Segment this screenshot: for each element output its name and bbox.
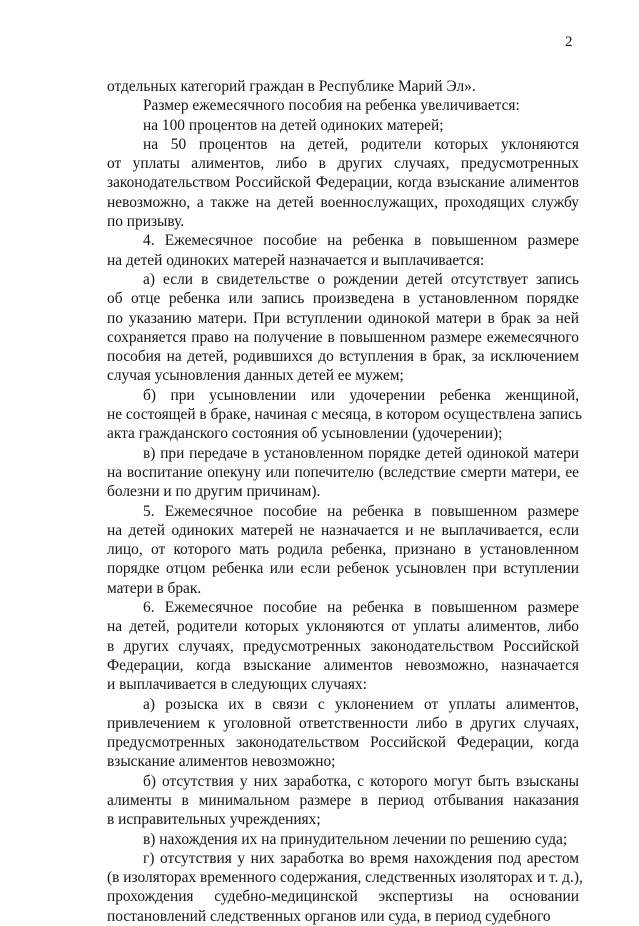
paragraph <box>107 77 579 96</box>
text-line: (в изоляторах временного содержания, следственных изоляторах и т. д.), <box>107 869 583 887</box>
paragraph <box>107 270 579 386</box>
text-line: по указанию матери. При вступлении одинокой матери в брак за ней <box>107 309 579 327</box>
text-line: по призыву. <box>107 213 185 231</box>
text-line: на детей одиноких матерей не назначается и не выплачивается, если <box>107 521 579 539</box>
paragraph <box>107 695 579 772</box>
text-line: лицо, от которого мать родила ребенка, признано в установленном <box>107 541 579 559</box>
text-line: болезни и по другим причинам). <box>107 483 321 501</box>
text-line: на детей одиноких матерей назначается и выплачивается: <box>107 251 485 269</box>
paragraph <box>107 231 579 270</box>
paragraph <box>107 830 579 849</box>
text-line: об отце ребенка или запись произведена в установленном порядке <box>107 290 579 308</box>
text-line: в) нахождения их на принудительном лечении по решению суда; <box>143 830 568 848</box>
text-line: б) при усыновлении или удочерении ребенка женщиной, <box>143 386 579 404</box>
text-line: законодательством Российской Федерации, когда взыскание алиментов <box>107 174 579 192</box>
text-line: и выплачивается в следующих случаях: <box>107 676 367 694</box>
text-line: пособия на детей, родившихся до вступления в брак, за исключением <box>107 348 579 366</box>
text-line: привлечением к уголовной ответственности либо в других случаях, <box>107 714 579 732</box>
paragraph <box>107 598 579 694</box>
text-line: г) отсутствия у них заработка во время нахождения под арестом <box>143 849 579 867</box>
text-line: в исправительных учреждениях; <box>107 811 321 829</box>
document-body <box>107 77 583 926</box>
text-line: Федерации, когда взыскание алиментов невозможно, назначается <box>107 656 579 674</box>
text-line: а) если в свидетельстве о рождении детей отсутствует запись <box>143 270 579 288</box>
text-line: невозможно, а также на детей военнослужащих, проходящих службу <box>107 193 579 211</box>
text-line: предусмотренных законодательством Российской Федерации, когда <box>107 734 579 752</box>
text-line: не состоящей в браке, начиная с месяца, в котором осуществлена запись <box>107 406 582 424</box>
text-line: а) розыска их в связи с уклонением от уплаты алиментов, <box>143 695 579 713</box>
text-line: случая усыновления данных детей ее мужем; <box>107 367 404 385</box>
text-line: взыскание алиментов невозможно; <box>107 753 336 771</box>
text-line: 4. Ежемесячное пособие на ребенка в повышенном размере <box>143 232 579 250</box>
text-line: матери в брак. <box>107 579 202 597</box>
text-line: 5. Ежемесячное пособие на ребенка в повышенном размере <box>143 502 579 520</box>
text-line: 6. Ежемесячное пособие на ребенка в повышенном размере <box>143 599 579 617</box>
text-line: постановлений следственных органов или суда, в период судебного <box>107 907 551 925</box>
paragraph <box>107 444 579 502</box>
text-line: в других случаях, предусмотренных законодательством Российской <box>107 637 579 655</box>
paragraph <box>107 849 583 926</box>
paragraph <box>107 96 579 115</box>
paragraph <box>107 772 579 830</box>
paragraph <box>107 135 579 231</box>
text-line: на детей, родители которых уклоняются от уплаты алиментов, либо <box>107 618 579 636</box>
text-line: Размер ежемесячного пособия на ребенка увеличивается: <box>143 97 520 115</box>
text-line: сохраняется право на получение в повышенном размере ежемесячного <box>107 328 579 346</box>
text-line: от уплаты алиментов, либо в других случаях, предусмотренных <box>107 155 579 173</box>
text-line: акта гражданского состояния об усыновлении (удочерении); <box>107 425 503 443</box>
paragraph <box>107 386 582 444</box>
text-line: отдельных категорий граждан в Республике Марий Эл». <box>107 78 476 95</box>
text-line: алименты в минимальном размере в период отбывания наказания <box>107 791 579 809</box>
text-line: прохождения судебно-медицинской экспертизы на основании <box>107 888 579 906</box>
text-line: порядке отцом ребенка или если ребенок усыновлен при вступлении <box>107 560 579 578</box>
paragraph <box>107 116 579 135</box>
text-line: на воспитание опекуну или попечителю (вследствие смерти матери, ее <box>107 463 579 481</box>
text-line: б) отсутствия у них заработка, с которого могут быть взысканы <box>143 772 579 790</box>
text-line: на 100 процентов на детей одиноких матерей; <box>143 116 444 134</box>
page-number: 2 <box>565 34 573 50</box>
text-line: на 50 процентов на детей, родители которых уклоняются <box>143 135 579 153</box>
paragraph <box>107 502 579 598</box>
text-line: в) при передаче в установленном порядке детей одинокой матери <box>143 444 579 462</box>
